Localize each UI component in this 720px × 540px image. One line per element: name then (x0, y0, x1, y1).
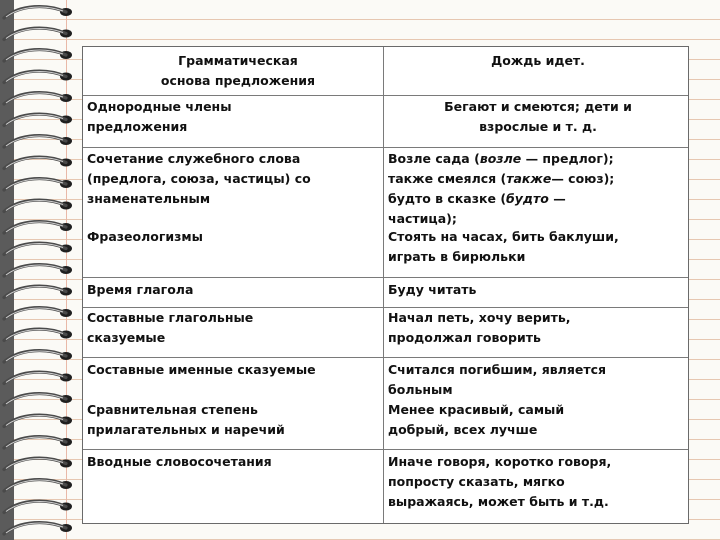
row-divider (83, 95, 688, 96)
row-example: Менее красивый, самый добрый, всех лучше (388, 402, 565, 437)
row-example: Начал петь, хочу верить, продолжал говорить (388, 310, 571, 345)
row-divider (83, 449, 688, 450)
row-example: Бегают и смеются; дети и взрослые и т. д. (444, 99, 632, 134)
spiral-ring (4, 114, 72, 125)
header-grammatical-basis: Грамматическая основа предложения (160, 53, 316, 88)
row-term: Фразеологизмы (87, 229, 203, 244)
spiral-ring (4, 351, 72, 362)
spiral-ring (4, 501, 72, 512)
row-term: Время глагола (87, 282, 194, 297)
row-divider (83, 147, 688, 148)
row-term: Сравнительная степень прилагательных и наречий (87, 402, 285, 437)
spiral-ring (4, 329, 72, 340)
spiral-ring (4, 243, 72, 254)
spiral-ring (4, 222, 72, 233)
row-example: Считался погибшим, является больным (388, 362, 607, 397)
spiral-ring (4, 136, 72, 147)
row-example: Возле сада (возле — предлог); также смеялся (также— союз); будто в сказке (будто — частица); (388, 151, 615, 226)
spiral-ring (4, 179, 72, 190)
spiral-ring (4, 286, 72, 297)
row-divider (83, 277, 688, 278)
column-divider (383, 47, 384, 523)
spiral-ring (4, 71, 72, 82)
row-example: Буду читать (388, 282, 477, 297)
spiral-ring (4, 394, 72, 405)
spiral-ring (4, 265, 72, 276)
spiral-ring (4, 157, 72, 168)
spiral-ring (4, 437, 72, 448)
row-example: Иначе говоря, коротко говоря, попросту сказать, мягко выражаясь, может быть и т.д. (388, 454, 612, 509)
spiral-ring (4, 93, 72, 104)
spiral-ring (4, 308, 72, 319)
header-example-sentence: Дождь идет. (491, 53, 585, 68)
spiral-ring (4, 28, 72, 39)
spiral-ring (4, 523, 72, 534)
spiral-ring (4, 7, 72, 18)
spiral-ring (4, 480, 72, 491)
row-term: Вводные словосочетания (87, 454, 272, 469)
spiral-ring (4, 415, 72, 426)
row-term: Составные глагольные сказуемые (87, 310, 254, 345)
row-example: Стоять на часах, бить баклуши, играть в бирюльки (388, 229, 619, 264)
spiral-binding (0, 0, 84, 540)
row-term: Сочетание служебного слова (предлога, союза, частицы) со знаменательным (87, 151, 311, 206)
spiral-ring (4, 50, 72, 61)
row-divider (83, 357, 688, 358)
grammar-table (82, 46, 689, 524)
row-term: Составные именные сказуемые (87, 362, 316, 377)
spiral-ring (4, 458, 72, 469)
row-term: Однородные члены предложения (87, 99, 232, 134)
spiral-ring (4, 200, 72, 211)
spiral-ring (4, 372, 72, 383)
